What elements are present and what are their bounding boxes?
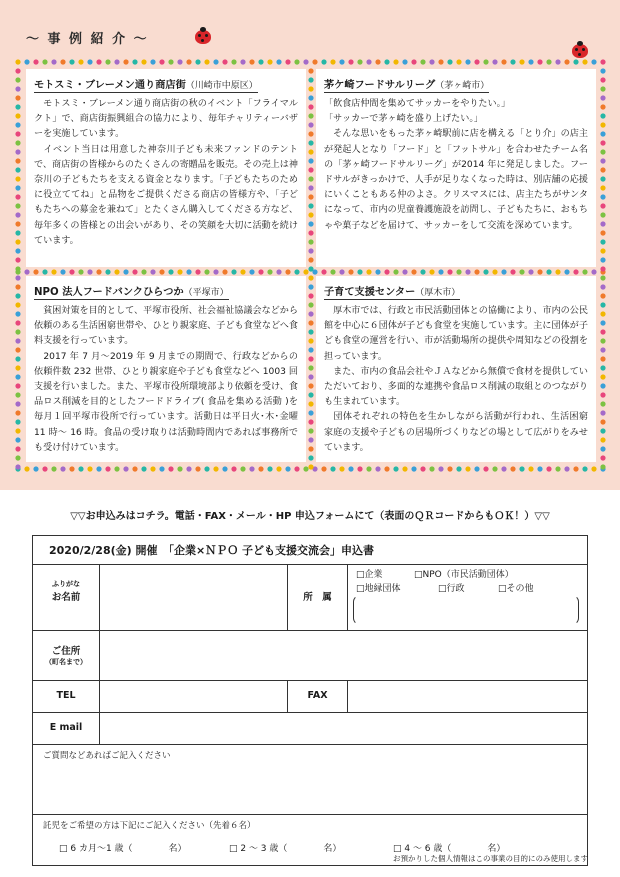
name-row: [33, 565, 587, 631]
affiliation-label: 所 属: [303, 592, 332, 603]
section-title: 〜 事 例 紹 介 〜: [26, 32, 149, 47]
childcare-label: 託児をご希望の方は下記にご記入ください（先着６名）: [43, 821, 256, 831]
checkbox-npo[interactable]: □NPO（市民活動団体）: [414, 570, 514, 580]
case-hiratsuka: [26, 276, 306, 462]
case-title: NPO 法人フードバンクひらつか（平塚市）: [34, 283, 229, 300]
childcare-infant[interactable]: □ 6 カ月〜1 歳（ 名）: [59, 844, 187, 854]
application-form: [32, 535, 588, 866]
phone-row: [33, 681, 587, 713]
questions-label: ご質問などあればご記入ください: [43, 751, 171, 761]
address-sub-label: （町名まで）: [45, 658, 87, 666]
case-title: 子育て支援センター（厚木市）: [324, 283, 460, 300]
privacy-note: お預かりした個人情報はこの事業の目的にのみ使用します: [393, 854, 588, 863]
email-row: [33, 713, 587, 745]
fax-label: FAX: [307, 690, 328, 701]
checkbox-company[interactable]: □企業: [356, 570, 383, 580]
case-motosumi: [26, 69, 306, 267]
address-row: [33, 631, 587, 681]
email-input[interactable]: [100, 713, 587, 744]
case-chigasaki: [316, 69, 596, 267]
other-detail-input[interactable]: [353, 595, 579, 625]
childcare-toddler[interactable]: □ 2 〜 3 歳（ 名）: [229, 844, 342, 854]
checkbox-government[interactable]: □行政: [438, 584, 465, 594]
case-grid: [12, 56, 610, 476]
case-atsugi: [316, 276, 596, 462]
tel-label: TEL: [56, 690, 76, 701]
furigana-label: ふりがな: [52, 580, 80, 588]
checkbox-other[interactable]: □その他: [498, 584, 534, 594]
fax-input[interactable]: [348, 681, 587, 712]
form-title: 2020/2/28(金) 開催 「企業×ＮＰＯ 子ども支援交流会」申込書: [33, 536, 587, 565]
email-label: E mail: [49, 722, 83, 733]
ladybug-icon: [195, 30, 211, 44]
case-body: 厚木市では、行政と市民活動団体との協働により、市内の公民館を中心に６団体が子ども食堂を実施しています。主に団体が子ども食堂の運営を行い、市が活動場所の提供や周知などの役割を担っています。 また、市内の食品会社やＪＡなどから無償で食材を提供していただいており、多面的な連携や食品ロス削減の取組とのつながりも生まれています。 団体それぞれの特色を生かしながら活動が行われ、生活困窮家庭の支援や子どもの居場所づくりなどの場として広がりをみせています。: [324, 306, 588, 453]
case-title: モトスミ・ブレーメン通り商店街（川崎市中原区）: [34, 76, 258, 93]
childcare-preschool[interactable]: □ 4 〜 6 歳（ 名）: [393, 844, 506, 854]
name-input[interactable]: [100, 565, 287, 630]
case-title: 茅ケ崎フードサルリーグ（茅ヶ崎市）: [324, 76, 489, 93]
case-body: 「飲食店仲間を集めてサッカーをやりたい。」 「サッカーで茅ヶ崎を盛り上げたい。」 そんな思いをもった茅ヶ崎駅前に店を構える「とり介」の店主が発起人となり「フード」と「フットサル」を合わせたチーム名の「茅ヶ崎フードサルリーグ」が2014 年に発足しました。フードサルがきっかけで、人手が足りなくなった時は、別店舗の応援にいくこともある仲のよさ。クリスマスには、店主たちがサンタになって、市内の児童養護施設を訪問し、子どもたちに、おもちゃや菓子などを届けて、サッカーをして交流を深めています。: [324, 99, 588, 231]
case-body: モトスミ・ブレーメン通り商店街の秋のイベント「フライマルクト」で、商店街振興組合の協力により、毎年チャリティーバザーを実施しています。 イベント当日は用意した神奈川子ども未来ファンドのテントで、商店街の皆様からのたくさんの寄贈品を販売。その売上は神奈川の子どもたちを支える資金となります。「子どもたちのために役立ててね」と品物をご提供くださる商店の皆様方や、「子どもたちへの募金を兼ねて」とたくさん購入してくださる方など、毎年多くの皆様との出会いがあり、その笑顔を大切に活動を続けています。: [34, 99, 298, 246]
name-label: お名前: [51, 592, 81, 603]
case-body: 貧困対策を目的として、平塚市役所、社会福祉協議会などから依頼のある生活困窮世帯や、ひとり親家庭、子ども食堂などへ食料支援を行っています。 2017 年 7 月〜2019 年 9 月までの期間で、行政などからの依頼件数 232 世帯、ひとり親家庭や子ども食堂などへ 1003 回支援を行いました。また、平塚市役所環境部より依頼を受け、食品ロス削減を目的としたフードドライブ( 食品を集める活動 )を毎月１回平塚市役所で行っています。活動日は平日火･木･金曜 11 時〜 16 時。食品の受け取りは活動時間内であれば事務所でも受け付けています。: [34, 306, 298, 453]
apply-instructions: ▽▽お申込みはコチラ。電話・FAX・メール・HP 申込フォームにて（表面のＱＲコードからもＯＫ！）▽▽: [70, 511, 550, 522]
address-input[interactable]: [100, 631, 587, 680]
address-label: ご住所: [51, 646, 81, 657]
tel-input[interactable]: [100, 681, 287, 712]
questions-row[interactable]: [33, 745, 587, 815]
checkbox-community[interactable]: □地縁団体: [356, 584, 401, 594]
